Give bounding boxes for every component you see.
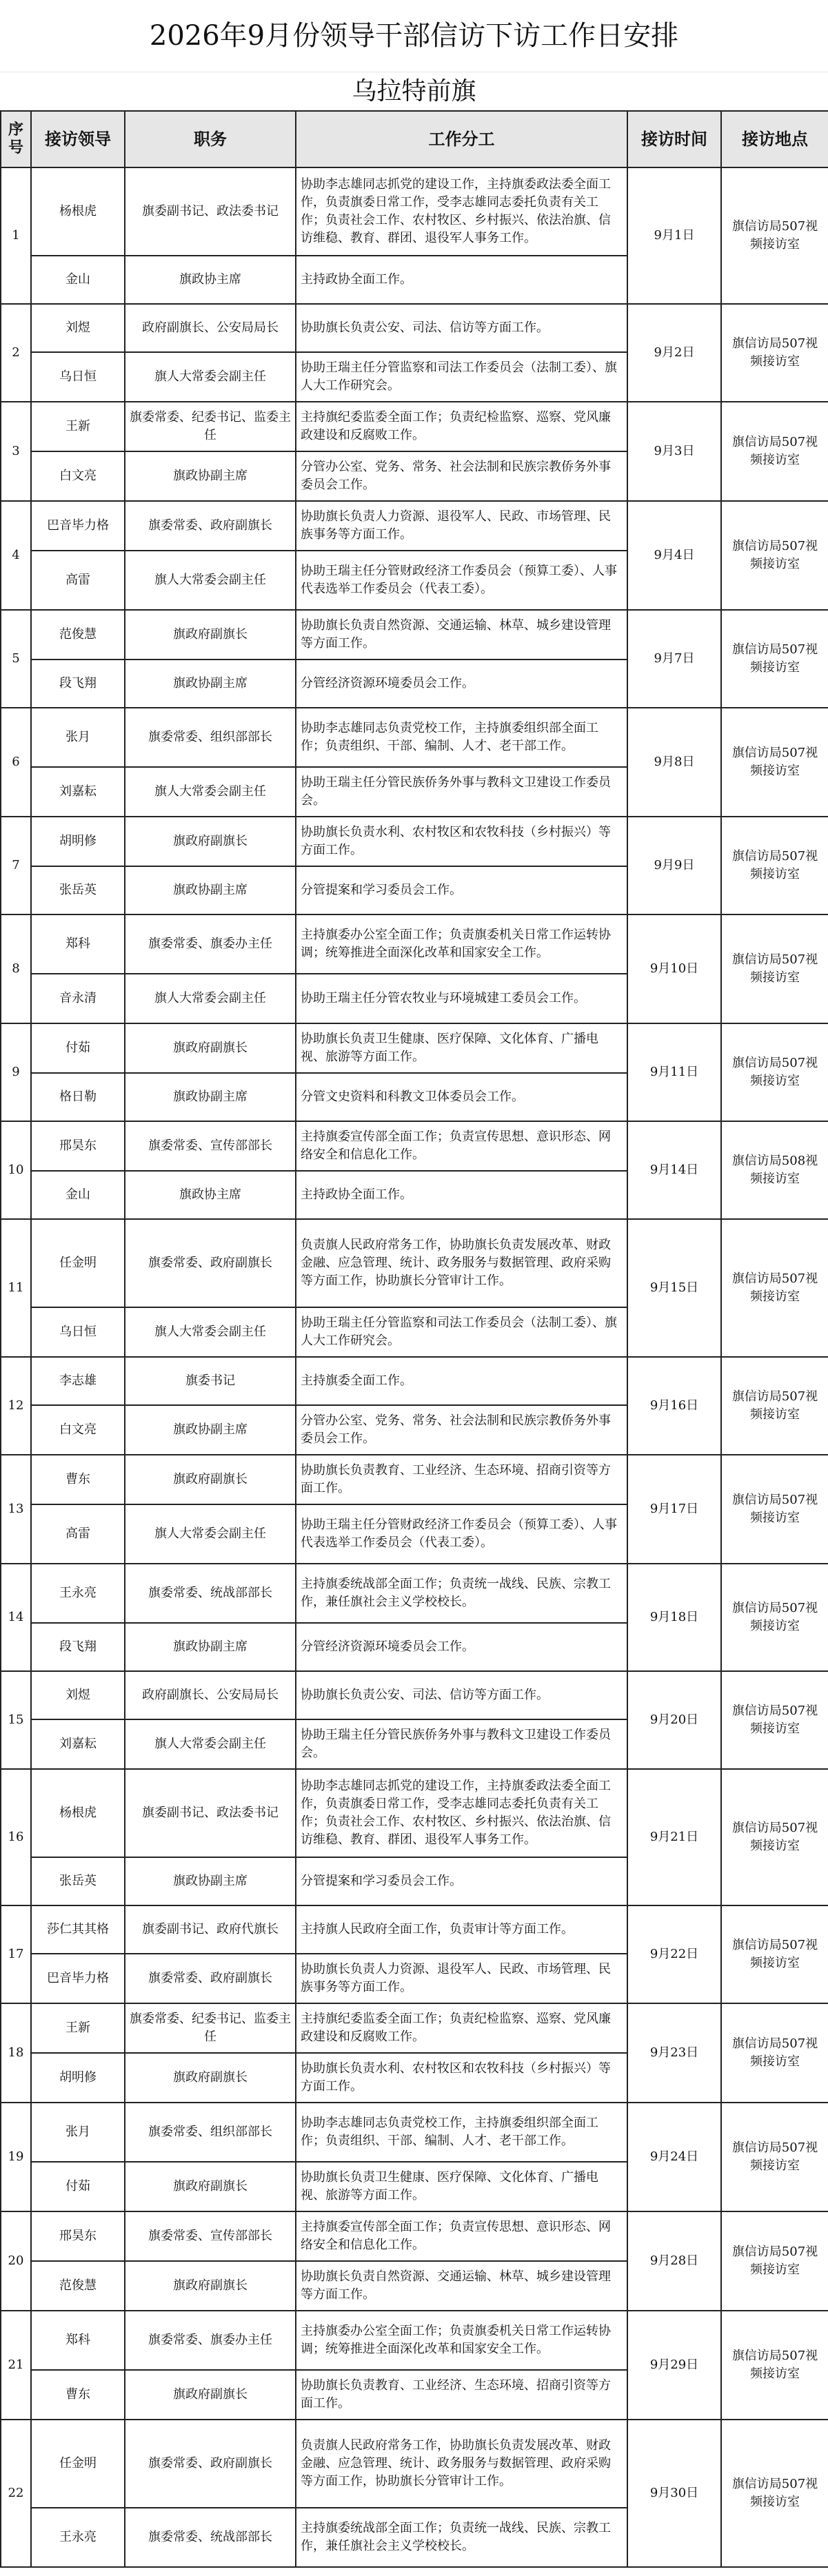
visit-location: 旗信访局507视频接访室: [721, 610, 828, 708]
leader-name: 曹东: [31, 2370, 125, 2420]
visit-date: 9月11日: [627, 1023, 721, 1121]
visit-location: 旗信访局507视频接访室: [721, 167, 828, 304]
row-number: 1: [1, 167, 31, 304]
visit-location: 旗信访局507视频接访室: [721, 708, 828, 817]
table-row: [1, 2103, 828, 2162]
row-number: 17: [1, 1905, 31, 2003]
visit-date: 9月28日: [627, 2211, 721, 2311]
table-row: [1, 402, 828, 451]
leader-name: 郑科: [31, 914, 125, 974]
leader-name: 王永亮: [31, 1564, 125, 1623]
duty-description: 分管提案和学习委员会工作。: [296, 866, 627, 914]
visit-date: 9月2日: [627, 304, 721, 402]
leader-post: 旗委常委、宣传部部长: [125, 2211, 296, 2261]
leader-name: 张岳英: [31, 1857, 125, 1905]
row-number: 18: [1, 2003, 31, 2103]
leader-post: 旗委常委、纪委书记、监委主任: [125, 2003, 296, 2053]
leader-name: 刘煜: [31, 1671, 125, 1719]
leader-post: 旗人大常委会副主任: [125, 352, 296, 402]
leader-name: 张月: [31, 708, 125, 767]
table-row: [1, 1219, 828, 1307]
row-number: 19: [1, 2103, 31, 2211]
leader-post: 旗政府副旗长: [125, 1023, 296, 1073]
leader-post: 旗委常委、宣传部部长: [125, 1121, 296, 1171]
leader-name: 音永清: [31, 974, 125, 1023]
leader-name: 刘嘉耘: [31, 1719, 125, 1769]
page-title: 2026年9月份领导干部信访下访工作日安排: [149, 20, 679, 52]
leader-name: 曹东: [31, 1455, 125, 1504]
row-number: 15: [1, 1671, 31, 1769]
leader-name: 白文亮: [31, 1405, 125, 1455]
visit-location: 旗信访局507视频接访室: [721, 2103, 828, 2211]
leader-post: 旗人大常委会副主任: [125, 551, 296, 610]
leader-post: 旗委副书记、政法委书记: [125, 167, 296, 256]
duty-description: 协助李志雄同志抓党的建设工作，主持旗委政法委全面工作，负责旗委日常工作，受李志雄同志委托负责有关工作；负责社会工作、农村牧区、乡村振兴、依法治旗、信访维稳、教育、群团、退役军人事务工作。: [296, 167, 627, 256]
leader-name: 胡明修: [31, 2053, 125, 2103]
leader-post: 旗人大常委会副主任: [125, 1307, 296, 1357]
leader-post: 旗委常委、组织部部长: [125, 708, 296, 767]
row-number: 16: [1, 1769, 31, 1905]
duty-description: 协助王瑞主任分管监察和司法工作委员会（法制工委）、旗人大工作研究会。: [296, 1307, 627, 1357]
duty-description: 主持旗委统战部全面工作；负责统一战线、民族、宗教工作，兼任旗社会主义学校校长。: [296, 2508, 627, 2567]
leader-name: 张月: [31, 2103, 125, 2162]
visit-location: 旗信访局507视频接访室: [721, 1769, 828, 1905]
visit-date: 9月4日: [627, 501, 721, 610]
duty-description: 协助旗长负责人力资源、退役军人、民政、市场管理、民族事务等方面工作。: [296, 1954, 627, 2003]
header-seq: 序号: [1, 111, 31, 167]
duty-description: 协助李志雄同志抓党的建设工作，主持旗委政法委全面工作，负责旗委日常工作，受李志雄同志委托负责有关工作；负责社会工作、农村牧区、乡村振兴、依法治旗、信访维稳、教育、群团、退役军人事务工作。: [296, 1769, 627, 1857]
leader-name: 乌日恒: [31, 352, 125, 402]
leader-post: 旗委常委、组织部部长: [125, 2103, 296, 2162]
duty-description: 分管经济资源环境委员会工作。: [296, 660, 627, 708]
row-number: 2: [1, 304, 31, 402]
table-row: [1, 610, 828, 660]
leader-name: 刘嘉耘: [31, 767, 125, 817]
table-row: [1, 914, 828, 974]
visit-location: 旗信访局507视频接访室: [721, 2311, 828, 2420]
visit-location: 旗信访局507视频接访室: [721, 1671, 828, 1769]
visit-location: 旗信访局507视频接访室: [721, 304, 828, 402]
table-row: [1, 1357, 828, 1405]
leader-name: 高雷: [31, 1504, 125, 1564]
leader-post: 旗委副书记、政府代旗长: [125, 1905, 296, 1954]
visit-date: 9月3日: [627, 402, 721, 501]
duty-description: 分管提案和学习委员会工作。: [296, 1857, 627, 1905]
duty-description: 主持旗委统战部全面工作；负责统一战线、民族、宗教工作，兼任旗社会主义学校校长。: [296, 1564, 627, 1623]
duty-description: 协助李志雄同志负责党校工作，主持旗委组织部全面工作；负责组织、干部、编制、人才、老干部工作。: [296, 2103, 627, 2162]
header-time: 接访时间: [627, 111, 721, 167]
leader-name: 杨根虎: [31, 1769, 125, 1857]
row-number: 10: [1, 1121, 31, 1219]
leader-name: 莎仁其其格: [31, 1905, 125, 1954]
leader-post: 旗政府副旗长: [125, 2162, 296, 2211]
visit-date: 9月24日: [627, 2103, 721, 2211]
row-number: 20: [1, 2211, 31, 2311]
duty-description: 主持旗人民政府全面工作，负责审计等方面工作。: [296, 1905, 627, 1954]
row-number: 6: [1, 708, 31, 817]
leader-post: 政府副旗长、公安局局长: [125, 1671, 296, 1719]
leader-name: 范俊慧: [31, 2261, 125, 2311]
duty-description: 主持政协全面工作。: [296, 1171, 627, 1219]
duty-description: 协助旗长负责公安、司法、信访等方面工作。: [296, 304, 627, 352]
visit-location: 旗信访局507视频接访室: [721, 817, 828, 914]
leader-post: 旗政府副旗长: [125, 2053, 296, 2103]
visit-location: 旗信访局508视频接访室: [721, 1121, 828, 1219]
leader-post: 旗政协副主席: [125, 1623, 296, 1671]
leader-name: 邢昊东: [31, 1121, 125, 1171]
leader-post: 旗人大常委会副主任: [125, 974, 296, 1023]
visit-location: 旗信访局507视频接访室: [721, 2420, 828, 2567]
table-row: [1, 304, 828, 352]
table-row: [1, 1769, 828, 1857]
visit-date: 9月10日: [627, 914, 721, 1023]
duty-description: 负责旗人民政府常务工作，协助旗长负责发展改革、财政金融、应急管理、统计、政务服务与数据管理、政府采购等方面工作，协助旗长分管审计工作。: [296, 2420, 627, 2508]
leader-name: 付茹: [31, 2162, 125, 2211]
duty-description: 协助王瑞主任分管民族侨务外事与教科文卫建设工作委员会。: [296, 767, 627, 817]
row-number: 3: [1, 402, 31, 501]
duty-description: 主持旗委宣传部全面工作；负责宣传思想、意识形态、网络安全和信息化工作。: [296, 2211, 627, 2261]
visit-location: 旗信访局507视频接访室: [721, 1905, 828, 2003]
duty-description: 协助王瑞主任分管监察和司法工作委员会（法制工委）、旗人大工作研究会。: [296, 352, 627, 402]
leader-name: 范俊慧: [31, 610, 125, 660]
leader-post: 旗委常委、纪委书记、监委主任: [125, 402, 296, 451]
table-row: [1, 501, 828, 551]
table-row: [1, 2003, 828, 2053]
leader-name: 付茹: [31, 1023, 125, 1073]
duty-description: 分管文史资料和科教文卫体委员会工作。: [296, 1073, 627, 1121]
leader-name: 张岳英: [31, 866, 125, 914]
leader-name: 段飞翔: [31, 660, 125, 708]
visit-date: 9月30日: [627, 2420, 721, 2567]
duty-description: 协助王瑞主任分管民族侨务外事与教科文卫建设工作委员会。: [296, 1719, 627, 1769]
leader-post: 旗委常委、政府副旗长: [125, 1219, 296, 1307]
leader-name: 胡明修: [31, 817, 125, 866]
leader-name: 李志雄: [31, 1357, 125, 1405]
table-row: [1, 167, 828, 256]
visit-date: 9月16日: [627, 1357, 721, 1455]
table-row: [1, 2420, 828, 2508]
duty-description: 协助王瑞主任分管财政经济工作委员会（预算工委）、人事代表选举工作委员会（代表工委）。: [296, 551, 627, 610]
visit-date: 9月29日: [627, 2311, 721, 2420]
leader-name: 王永亮: [31, 2508, 125, 2567]
visit-location: 旗信访局507视频接访室: [721, 1455, 828, 1564]
header-place: 接访地点: [721, 111, 828, 167]
row-number: 21: [1, 2311, 31, 2420]
duty-description: 分管办公室、党务、常务、社会法制和民族宗教侨务外事委员会工作。: [296, 451, 627, 501]
leader-post: 旗政协副主席: [125, 866, 296, 914]
duty-description: 主持政协全面工作。: [296, 256, 627, 304]
duty-description: 协助旗长负责水利、农村牧区和农牧科技（乡村振兴）等方面工作。: [296, 817, 627, 866]
header-duty: 工作分工: [296, 111, 627, 167]
visit-date: 9月1日: [627, 167, 721, 304]
table-row: [1, 1671, 828, 1719]
schedule-table: [0, 110, 828, 2568]
duty-description: 主持旗委办公室全面工作；负责旗委机关日常工作运转协调；统筹推进全面深化改革和国家安全工作。: [296, 914, 627, 974]
visit-date: 9月20日: [627, 1671, 721, 1769]
row-number: 11: [1, 1219, 31, 1357]
table-header-row: [1, 111, 828, 167]
visit-location: 旗信访局507视频接访室: [721, 1564, 828, 1671]
table-row: [1, 1905, 828, 1954]
header-leader: 接访领导: [31, 111, 125, 167]
visit-location: 旗信访局507视频接访室: [721, 2211, 828, 2311]
table-row: [1, 1023, 828, 1073]
duty-description: 协助旗长负责人力资源、退役军人、民政、市场管理、民族事务等方面工作。: [296, 501, 627, 551]
leader-name: 郑科: [31, 2311, 125, 2370]
leader-post: 旗人大常委会副主任: [125, 1504, 296, 1564]
visit-date: 9月21日: [627, 1769, 721, 1905]
leader-name: 白文亮: [31, 451, 125, 501]
leader-name: 王新: [31, 402, 125, 451]
visit-date: 9月7日: [627, 610, 721, 708]
leader-post: 政府副旗长、公安局局长: [125, 304, 296, 352]
visit-location: 旗信访局507视频接访室: [721, 1219, 828, 1357]
leader-post: 旗政协副主席: [125, 660, 296, 708]
table-row: [1, 1121, 828, 1171]
duty-description: 协助旗长负责自然资源、交通运输、林草、城乡建设管理等方面工作。: [296, 2261, 627, 2311]
leader-post: 旗委常委、政府副旗长: [125, 1954, 296, 2003]
page-subtitle: 乌拉特前旗: [0, 72, 828, 111]
visit-date: 9月17日: [627, 1455, 721, 1564]
duty-description: 分管办公室、党务、常务、社会法制和民族宗教侨务外事委员会工作。: [296, 1405, 627, 1455]
leader-name: 刘煜: [31, 304, 125, 352]
row-number: 12: [1, 1357, 31, 1455]
leader-post: 旗委常委、旗委办主任: [125, 914, 296, 974]
leader-name: 巴音毕力格: [31, 501, 125, 551]
table-row: [1, 708, 828, 767]
leader-name: 格日勒: [31, 1073, 125, 1121]
leader-post: 旗委常委、统战部部长: [125, 1564, 296, 1623]
visit-date: 9月22日: [627, 1905, 721, 2003]
leader-post: 旗政协副主席: [125, 1073, 296, 1121]
row-number: 9: [1, 1023, 31, 1121]
visit-location: 旗信访局507视频接访室: [721, 501, 828, 610]
visit-date: 9月8日: [627, 708, 721, 817]
leader-post: 旗委常委、统战部部长: [125, 2508, 296, 2567]
duty-description: 协助李志雄同志负责党校工作，主持旗委组织部全面工作；负责组织、干部、编制、人才、老干部工作。: [296, 708, 627, 767]
leader-post: 旗政协主席: [125, 256, 296, 304]
duty-description: 主持旗纪委监委全面工作；负责纪检监察、巡察、党风廉政建设和反腐败工作。: [296, 402, 627, 451]
visit-date: 9月9日: [627, 817, 721, 914]
duty-description: 协助王瑞主任分管农牧业与环境城建工委员会工作。: [296, 974, 627, 1023]
row-number: 13: [1, 1455, 31, 1564]
row-number: 7: [1, 817, 31, 914]
schedule-body: [1, 167, 828, 2567]
leader-post: 旗政协主席: [125, 1171, 296, 1219]
visit-date: 9月18日: [627, 1564, 721, 1671]
header-post: 职务: [125, 111, 296, 167]
table-row: [1, 817, 828, 866]
row-number: 22: [1, 2420, 31, 2567]
visit-location: 旗信访局507视频接访室: [721, 1023, 828, 1121]
leader-post: 旗政府副旗长: [125, 2261, 296, 2311]
leader-name: 巴音毕力格: [31, 1954, 125, 2003]
leader-post: 旗政协副主席: [125, 1405, 296, 1455]
leader-post: 旗委副书记、政法委书记: [125, 1769, 296, 1857]
leader-name: 金山: [31, 256, 125, 304]
leader-post: 旗委常委、政府副旗长: [125, 501, 296, 551]
leader-post: 旗人大常委会副主任: [125, 1719, 296, 1769]
leader-name: 金山: [31, 1171, 125, 1219]
row-number: 5: [1, 610, 31, 708]
table-row: [1, 2211, 828, 2261]
leader-post: 旗政协副主席: [125, 1857, 296, 1905]
duty-description: 主持旗委全面工作。: [296, 1357, 627, 1405]
duty-description: 主持旗委宣传部全面工作；负责宣传思想、意识形态、网络安全和信息化工作。: [296, 1121, 627, 1171]
leader-post: 旗政府副旗长: [125, 610, 296, 660]
visit-location: 旗信访局507视频接访室: [721, 402, 828, 501]
table-row: [1, 1564, 828, 1623]
duty-description: 分管经济资源环境委员会工作。: [296, 1623, 627, 1671]
visit-location: 旗信访局507视频接访室: [721, 2003, 828, 2103]
leader-name: 段飞翔: [31, 1623, 125, 1671]
leader-post: 旗政协副主席: [125, 451, 296, 501]
duty-description: 协助旗长负责教育、工业经济、生态环境、招商引资等方面工作。: [296, 2370, 627, 2420]
duty-description: 协助旗长负责卫生健康、医疗保障、文化体育、广播电视、旅游等方面工作。: [296, 1023, 627, 1073]
leader-name: 邢昊东: [31, 2211, 125, 2261]
duty-description: 主持旗委办公室全面工作；负责旗委机关日常工作运转协调；统筹推进全面深化改革和国家安全工作。: [296, 2311, 627, 2370]
leader-post: 旗政府副旗长: [125, 817, 296, 866]
row-number: 14: [1, 1564, 31, 1671]
row-number: 4: [1, 501, 31, 610]
leader-name: 高雷: [31, 551, 125, 610]
leader-name: 任金明: [31, 1219, 125, 1307]
leader-post: 旗委常委、旗委办主任: [125, 2311, 296, 2370]
duty-description: 负责旗人民政府常务工作，协助旗长负责发展改革、财政金融、应急管理、统计、政务服务与数据管理、政府采购等方面工作，协助旗长分管审计工作。: [296, 1219, 627, 1307]
duty-description: 协助旗长负责卫生健康、医疗保障、文化体育、广播电视、旅游等方面工作。: [296, 2162, 627, 2211]
leader-name: 任金明: [31, 2420, 125, 2508]
duty-description: 协助旗长负责自然资源、交通运输、林草、城乡建设管理等方面工作。: [296, 610, 627, 660]
duty-description: 协助旗长负责教育、工业经济、生态环境、招商引资等方面工作。: [296, 1455, 627, 1504]
duty-description: 协助旗长负责水利、农村牧区和农牧科技（乡村振兴）等方面工作。: [296, 2053, 627, 2103]
leader-post: 旗政府副旗长: [125, 1455, 296, 1504]
leader-post: 旗政府副旗长: [125, 2370, 296, 2420]
table-row: [1, 2311, 828, 2370]
visit-date: 9月23日: [627, 2003, 721, 2103]
leader-post: 旗委书记: [125, 1357, 296, 1405]
visit-location: 旗信访局507视频接访室: [721, 1357, 828, 1455]
table-row: [1, 1455, 828, 1504]
row-number: 8: [1, 914, 31, 1023]
leader-post: 旗委常委、政府副旗长: [125, 2420, 296, 2508]
leader-post: 旗人大常委会副主任: [125, 767, 296, 817]
leader-name: 王新: [31, 2003, 125, 2053]
leader-name: 杨根虎: [31, 167, 125, 256]
visit-location: 旗信访局507视频接访室: [721, 914, 828, 1023]
visit-date: 9月15日: [627, 1219, 721, 1357]
visit-date: 9月14日: [627, 1121, 721, 1219]
leader-name: 乌日恒: [31, 1307, 125, 1357]
duty-description: 协助旗长负责公安、司法、信访等方面工作。: [296, 1671, 627, 1719]
duty-description: 主持旗纪委监委全面工作；负责纪检监察、巡察、党风廉政建设和反腐败工作。: [296, 2003, 627, 2053]
duty-description: 协助王瑞主任分管财政经济工作委员会（预算工委）、人事代表选举工作委员会（代表工委）。: [296, 1504, 627, 1564]
